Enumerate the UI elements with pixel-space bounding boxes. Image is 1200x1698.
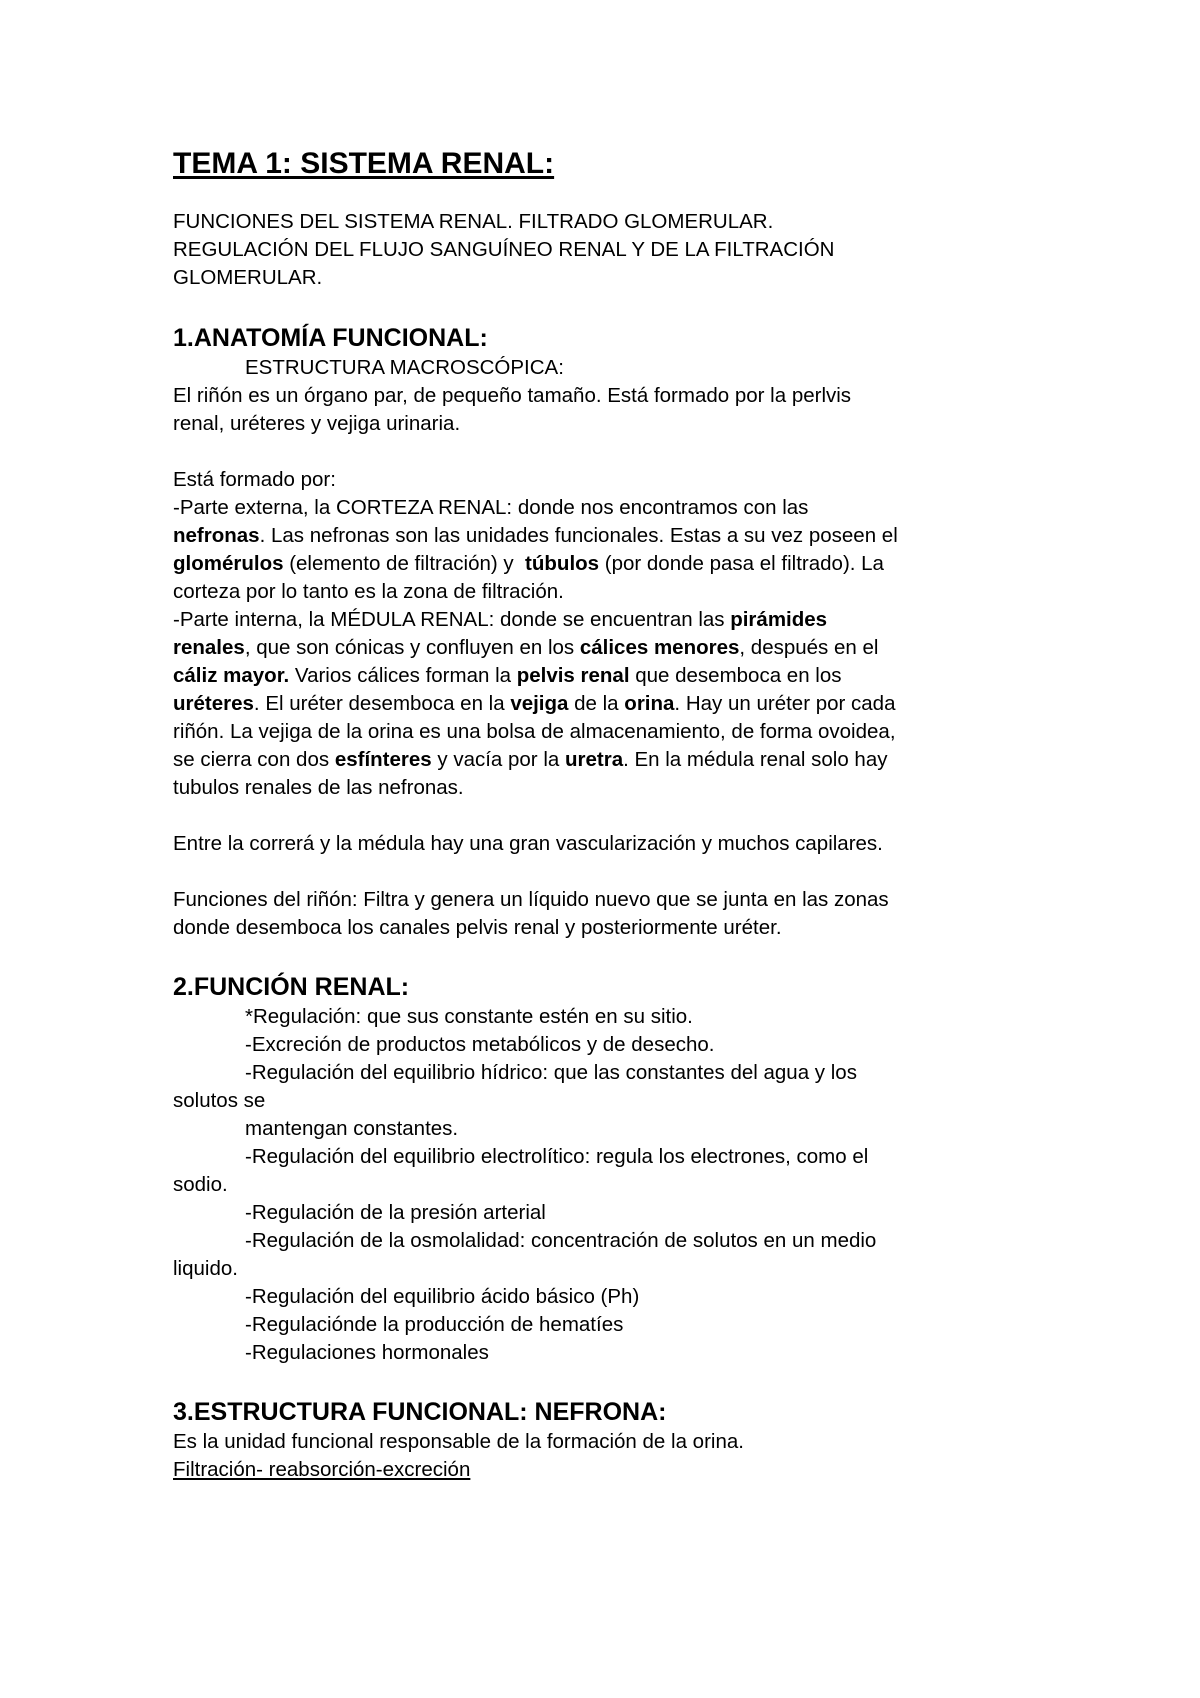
list-item: -Excreción de productos metabólicos y de desecho.: [245, 1033, 715, 1056]
list-item: -Regulación del equilibrio ácido básico (Ph): [245, 1285, 640, 1308]
paragraph-line: renales, que son cónicas y confluyen en los cálices menores, después en el: [173, 636, 879, 659]
list-item-continuation: liquido.: [173, 1257, 238, 1280]
bold-term: glomérulos: [173, 552, 284, 575]
bold-term: pirámides: [730, 608, 828, 631]
bold-term: uretra: [564, 748, 624, 771]
paragraph-line: donde desemboca los canales pelvis renal y posteriormente uréter.: [173, 916, 782, 939]
list-item: -Regulación de la osmolalidad: concentración de solutos en un medio: [245, 1229, 877, 1252]
paragraph-line: renal, uréteres y vejiga urinaria.: [173, 412, 461, 435]
section-1-subheading: ESTRUCTURA MACROSCÓPICA:: [245, 356, 564, 379]
bold-term: orina: [624, 692, 675, 715]
list-item-continuation: mantengan constantes.: [245, 1117, 459, 1140]
paragraph-line: El riñón es un órgano par, de pequeño tamaño. Está formado por la perlvis: [173, 384, 852, 407]
section-3-heading: 3.ESTRUCTURA FUNCIONAL: NEFRONA:: [173, 1398, 667, 1426]
paragraph-line: corteza por lo tanto es la zona de filtración.: [173, 580, 564, 603]
bold-term: vejiga: [510, 692, 569, 715]
paragraph-line: -Parte interna, la MÉDULA RENAL: donde se encuentran las pirámides: [173, 608, 828, 631]
document-title: TEMA 1: SISTEMA RENAL:: [173, 147, 555, 180]
subtitle-line: FUNCIONES DEL SISTEMA RENAL. FILTRADO GLOMERULAR.: [173, 210, 774, 233]
paragraph-line: uréteres. El uréter desemboca en la vejiga de la orina. Hay un uréter por cada: [173, 692, 896, 715]
list-item-continuation: solutos se: [173, 1089, 266, 1112]
section-2-heading: 2.FUNCIÓN RENAL:: [173, 973, 410, 1001]
bold-term: uréteres: [173, 692, 254, 715]
paragraph-line: Está formado por:: [173, 468, 336, 491]
list-item: -Regulación de la presión arterial: [245, 1201, 546, 1224]
list-item: -Regulaciones hormonales: [245, 1341, 489, 1364]
paragraph-line: Entre la correrá y la médula hay una gran vascularización y muchos capilares.: [173, 832, 883, 855]
section-1-heading: 1.ANATOMÍA FUNCIONAL:: [173, 324, 488, 352]
paragraph-line: riñón. La vejiga de la orina es una bolsa de almacenamiento, de forma ovoidea,: [173, 720, 896, 743]
underlined-line: Filtración- reabsorción-excreción: [173, 1458, 471, 1481]
subtitle-line: GLOMERULAR.: [173, 266, 323, 289]
list-item: -Regulación del equilibrio hídrico: que las constantes del agua y los: [245, 1061, 857, 1084]
subtitle-line: REGULACIÓN DEL FLUJO SANGUÍNEO RENAL Y DE LA FILTRACIÓN: [173, 238, 835, 261]
bold-term: esfínteres: [334, 748, 432, 771]
paragraph-line: se cierra con dos esfínteres y vacía por la uretra. En la médula renal solo hay: [173, 748, 888, 771]
paragraph-line: glomérulos (elemento de filtración) y túbulos (por donde pasa el filtrado). La: [173, 552, 884, 575]
list-item: -Regulación del equilibrio electrolítico: regula los electrones, como el: [245, 1145, 869, 1168]
bold-term: túbulos: [525, 552, 600, 575]
list-item-continuation: sodio.: [173, 1173, 228, 1196]
bold-term: cálices menores: [579, 636, 740, 659]
bold-term: nefronas: [173, 524, 260, 547]
paragraph-line: Es la unidad funcional responsable de la formación de la orina.: [173, 1430, 744, 1453]
bold-term: cáliz mayor.: [173, 664, 290, 687]
paragraph-line: Funciones del riñón: Filtra y genera un líquido nuevo que se junta en las zonas: [173, 888, 889, 911]
paragraph-line: tubulos renales de las nefronas.: [173, 776, 464, 799]
list-item: -Regulaciónde la producción de hematíes: [245, 1313, 624, 1336]
paragraph-line: nefronas. Las nefronas son las unidades funcionales. Estas a su vez poseen el: [173, 524, 898, 547]
bold-term: pelvis renal: [516, 664, 630, 687]
paragraph-line: cáliz mayor. Varios cálices forman la pelvis renal que desemboca en los: [173, 664, 842, 687]
list-item: *Regulación: que sus constante estén en su sitio.: [245, 1005, 693, 1028]
paragraph-line: -Parte externa, la CORTEZA RENAL: donde nos encontramos con las: [173, 496, 809, 519]
bold-term: renales: [173, 636, 245, 659]
